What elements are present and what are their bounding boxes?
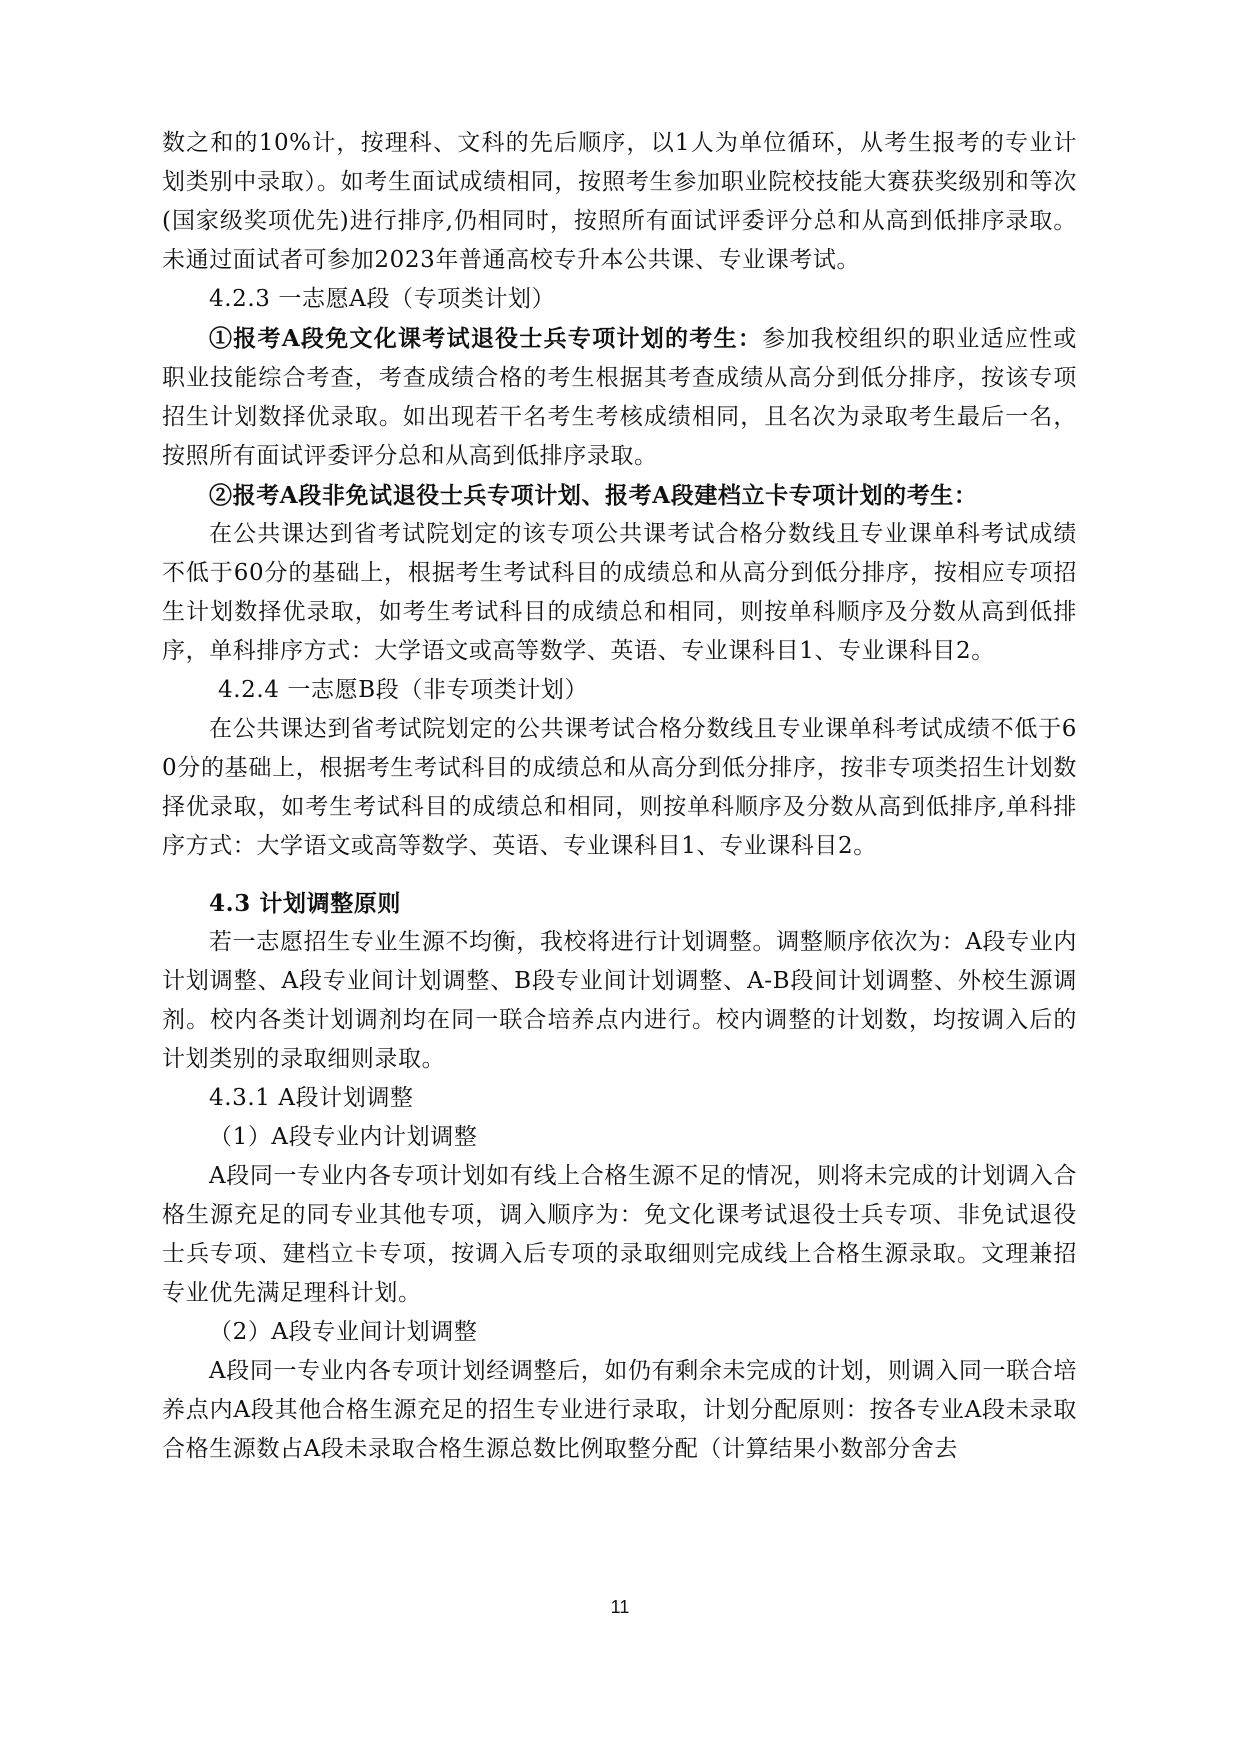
paragraph-plan-adjustment: 若一志愿招生专业生源不均衡，我校将进行计划调整。调整顺序依次为：A段专业内计划调整、A段专业间计划调整、B段专业间计划调整、A-B段间计划调整、外校生源调剂。校内各类计划调剂均在同一联合培养点内进行。校内调整的计划数，均按调入后的计划类别的录取细则录取。 <box>162 929 1077 1072</box>
section-heading-4-3: 4.3 计划调整原则 <box>209 890 402 917</box>
page-number: 11 <box>610 1597 630 1617</box>
section-heading-4-2-3: 4.2.3 一志愿A段（专项类计划） <box>209 286 556 312</box>
bold-lead-exempt-veterans: ①报考A段免文化课考试退役士兵专项计划的考生： <box>209 325 763 352</box>
subheading-within-major: （1）A段专业内计划调整 <box>209 1124 478 1150</box>
paragraph-within-major: A段同一专业内各专项计划如有线上合格生源不足的情况，则将未完成的计划调入合格生源充足的同专业其他专项，调入顺序为：免文化课考试退役士兵专项、非免试退役士兵专项、建档立卡专项，按调入后专项的录取细则完成线上合格生源录取。文理兼招专业优先满足理科计划。 <box>162 1163 1077 1306</box>
bold-lead-non-exempt: ②报考A段非免试退役士兵专项计划、报考A段建档立卡专项计划的考生： <box>209 482 978 509</box>
subheading-between-majors: （2）A段专业间计划调整 <box>209 1319 478 1345</box>
paragraph-continuation: 数之和的10%计，按理科、文科的先后顺序，以1人为单位循环，从考生报考的专业计划类别中录取）。如考生面试成绩相同，按照考生参加职业院校技能大赛获奖级别和等次(国家级奖项优先)进行排序,仍相同时，按照所有面试评委评分总和从高到低排序录取。未通过面试者可参加2023年普通高校专升本公共课、专业课考试。 <box>162 130 1077 273</box>
paragraph-exempt-veterans-text: 参加我校组织的职业适应性或职业技能综合考查，考查成绩合格的考生根据其考查成绩从高分到低分排序，按该专项招生计划数择优录取。如出现若干名考生考核成绩相同，且名次为录取考生最后一名，按照所有面试评委评分总和从高到低排序录取。 <box>162 326 1077 469</box>
paragraph-non-exempt: 在公共课达到省考试院划定的该专项公共课考试合格分数线且专业课单科考试成绩不低于60分的基础上，根据考生考试科目的成绩总和从高分到低分排序，按相应专项招生计划数择优录取，如考生考试科目的成绩总和相同，则按单科顺序及分数从高到低排序，单科排序方式：大学语文或高等数学、英语、专业课科目1、专业课科目2。 <box>162 521 1077 664</box>
paragraph-exempt-veterans <box>162 319 1077 476</box>
document-body <box>162 124 1077 1469</box>
section-heading-4-3-1: 4.3.1 A段计划调整 <box>209 1085 414 1111</box>
section-heading-4-2-4: 4.2.4 一志愿B段（非专项类计划） <box>218 677 589 703</box>
paragraph-b-segment: 在公共课达到省考试院划定的公共课考试合格分数线且专业课单科考试成绩不低于60分的基础上，根据考生考试科目的成绩总和从高分到低分排序，按非专项类招生计划数择优录取，如考生考试科目的成绩总和相同，则按单科顺序及分数从高到低排序,单科排序方式：大学语文或高等数学、英语、专业课科目1、专业课科目2。 <box>162 716 1077 859</box>
paragraph-between-majors: A段同一专业内各专项计划经调整后，如仍有剩余未完成的计划，则调入同一联合培养点内A段其他合格生源充足的招生专业进行录取，计划分配原则：按各专业A段未录取合格生源数占A段未录取合格生源总数比例取整分配（计算结果小数部分舍去 <box>162 1358 1077 1462</box>
